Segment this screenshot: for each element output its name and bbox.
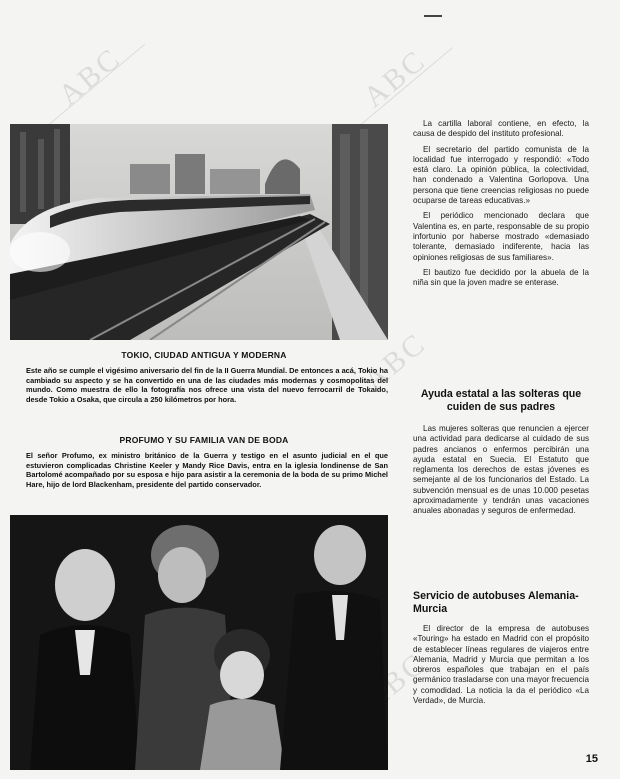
watermark-text: ABC bbox=[52, 41, 128, 112]
watermark-text: ABC bbox=[357, 646, 433, 717]
photo-bullet-train bbox=[10, 124, 388, 340]
watermark-text: ABC bbox=[357, 326, 433, 397]
article-paragraph: La cartilla laboral contiene, en efecto, la causa de despido del instituto profesional. bbox=[413, 119, 589, 139]
caption-title: PROFUMO Y SU FAMILIA VAN DE BODA bbox=[119, 435, 289, 445]
article-paragraph: El bautizo fue decidido por la abuela de la niña sin que la joven madre se enterase. bbox=[413, 267, 589, 288]
caption-text: Este año se cumple el vigésimo aniversario del fin de la II Guerra Mundial. De entonces a acá, Tokio ha cambiado su aspecto y se ha convertido en una de las ciudades más modernas y cosmopolitas del mundo. Como muestra de ello la fotografía nos ofrece una vista del nuevo ferrocarril de Tokaido, desde Tokio a Osaka, que circula a 250 kilómetros por hora. bbox=[26, 366, 388, 404]
top-mark bbox=[424, 15, 442, 17]
headline-ayuda: Ayuda estatal a las solteras que cuiden de sus padres bbox=[420, 388, 582, 413]
watermark-text: ABC bbox=[357, 43, 433, 114]
article-paragraph: El periódico mencionado declara que Valentina es, en parte, responsable de su propio infortunio por haberse mostrado «demasiado tolerante, demasiado indiferente, hacia las opiniones religiosas de sus familiares». bbox=[413, 211, 589, 262]
article-ayuda bbox=[413, 388, 589, 522]
headline-servicio: Servicio de autobuses Alemania-Murcia bbox=[413, 590, 579, 615]
caption-title: TOKIO, CIUDAD ANTIGUA Y MODERNA bbox=[121, 350, 287, 360]
caption-profumo bbox=[18, 435, 390, 510]
caption-text: El señor Profumo, ex ministro británico de la Guerra y testigo en el asunto judicial en el que estuvieron complicadas Christine Keeler y Mandy Rice Davis, entra en la iglesia londinense de San Bartolomé acompañado por su esposa e hijo para asistir a la ceremonia de la boda de su primo Michel Hare, hijo de lord Blackenham, presidente del partido conservador. bbox=[26, 451, 388, 489]
page-number: 15 bbox=[585, 753, 598, 765]
caption-tokio bbox=[18, 350, 390, 430]
article-servicio bbox=[413, 590, 589, 711]
article-paragraph: El secretario del partido comunista de la localidad fue interrogado y respondió: «Todo está claro. La opinión pública, la colectividad, han condenado a Valentina Gorlopova. Una persona que tiene creencias religiosas no puede ocuparse de tareas educativas.» bbox=[413, 144, 589, 206]
article-paragraph: Las mujeres solteras que renuncien a ejercer una actividad para dedicarse al cuidado de sus padres ancianos o enfermos percibirán una ayuda estatal en Suecia. El Estatuto que reglamenta los derechos de estas jóvenes es semejante al de los funcionarios del Estado. La subvención mensual es de unas 10.000 pesetas aproximadamente y tendrán unas vacaciones anuales abonadas y seguros de enfermedad. bbox=[413, 424, 589, 516]
article-column bbox=[413, 119, 589, 293]
photo-profumo-family bbox=[10, 515, 388, 770]
article-paragraph: El director de la empresa de autobuses «Touring» ha estado en Madrid con el propósito de establecer líneas regulares de viajeros entre Alemania, Madrid y Murcia que permitan a los obreros españoles que trabajan en el país germánico trasladarse con una mayor frecuencia y comodidad. La noticia la da el periódico «La Verdad», de Murcia. bbox=[413, 624, 589, 706]
